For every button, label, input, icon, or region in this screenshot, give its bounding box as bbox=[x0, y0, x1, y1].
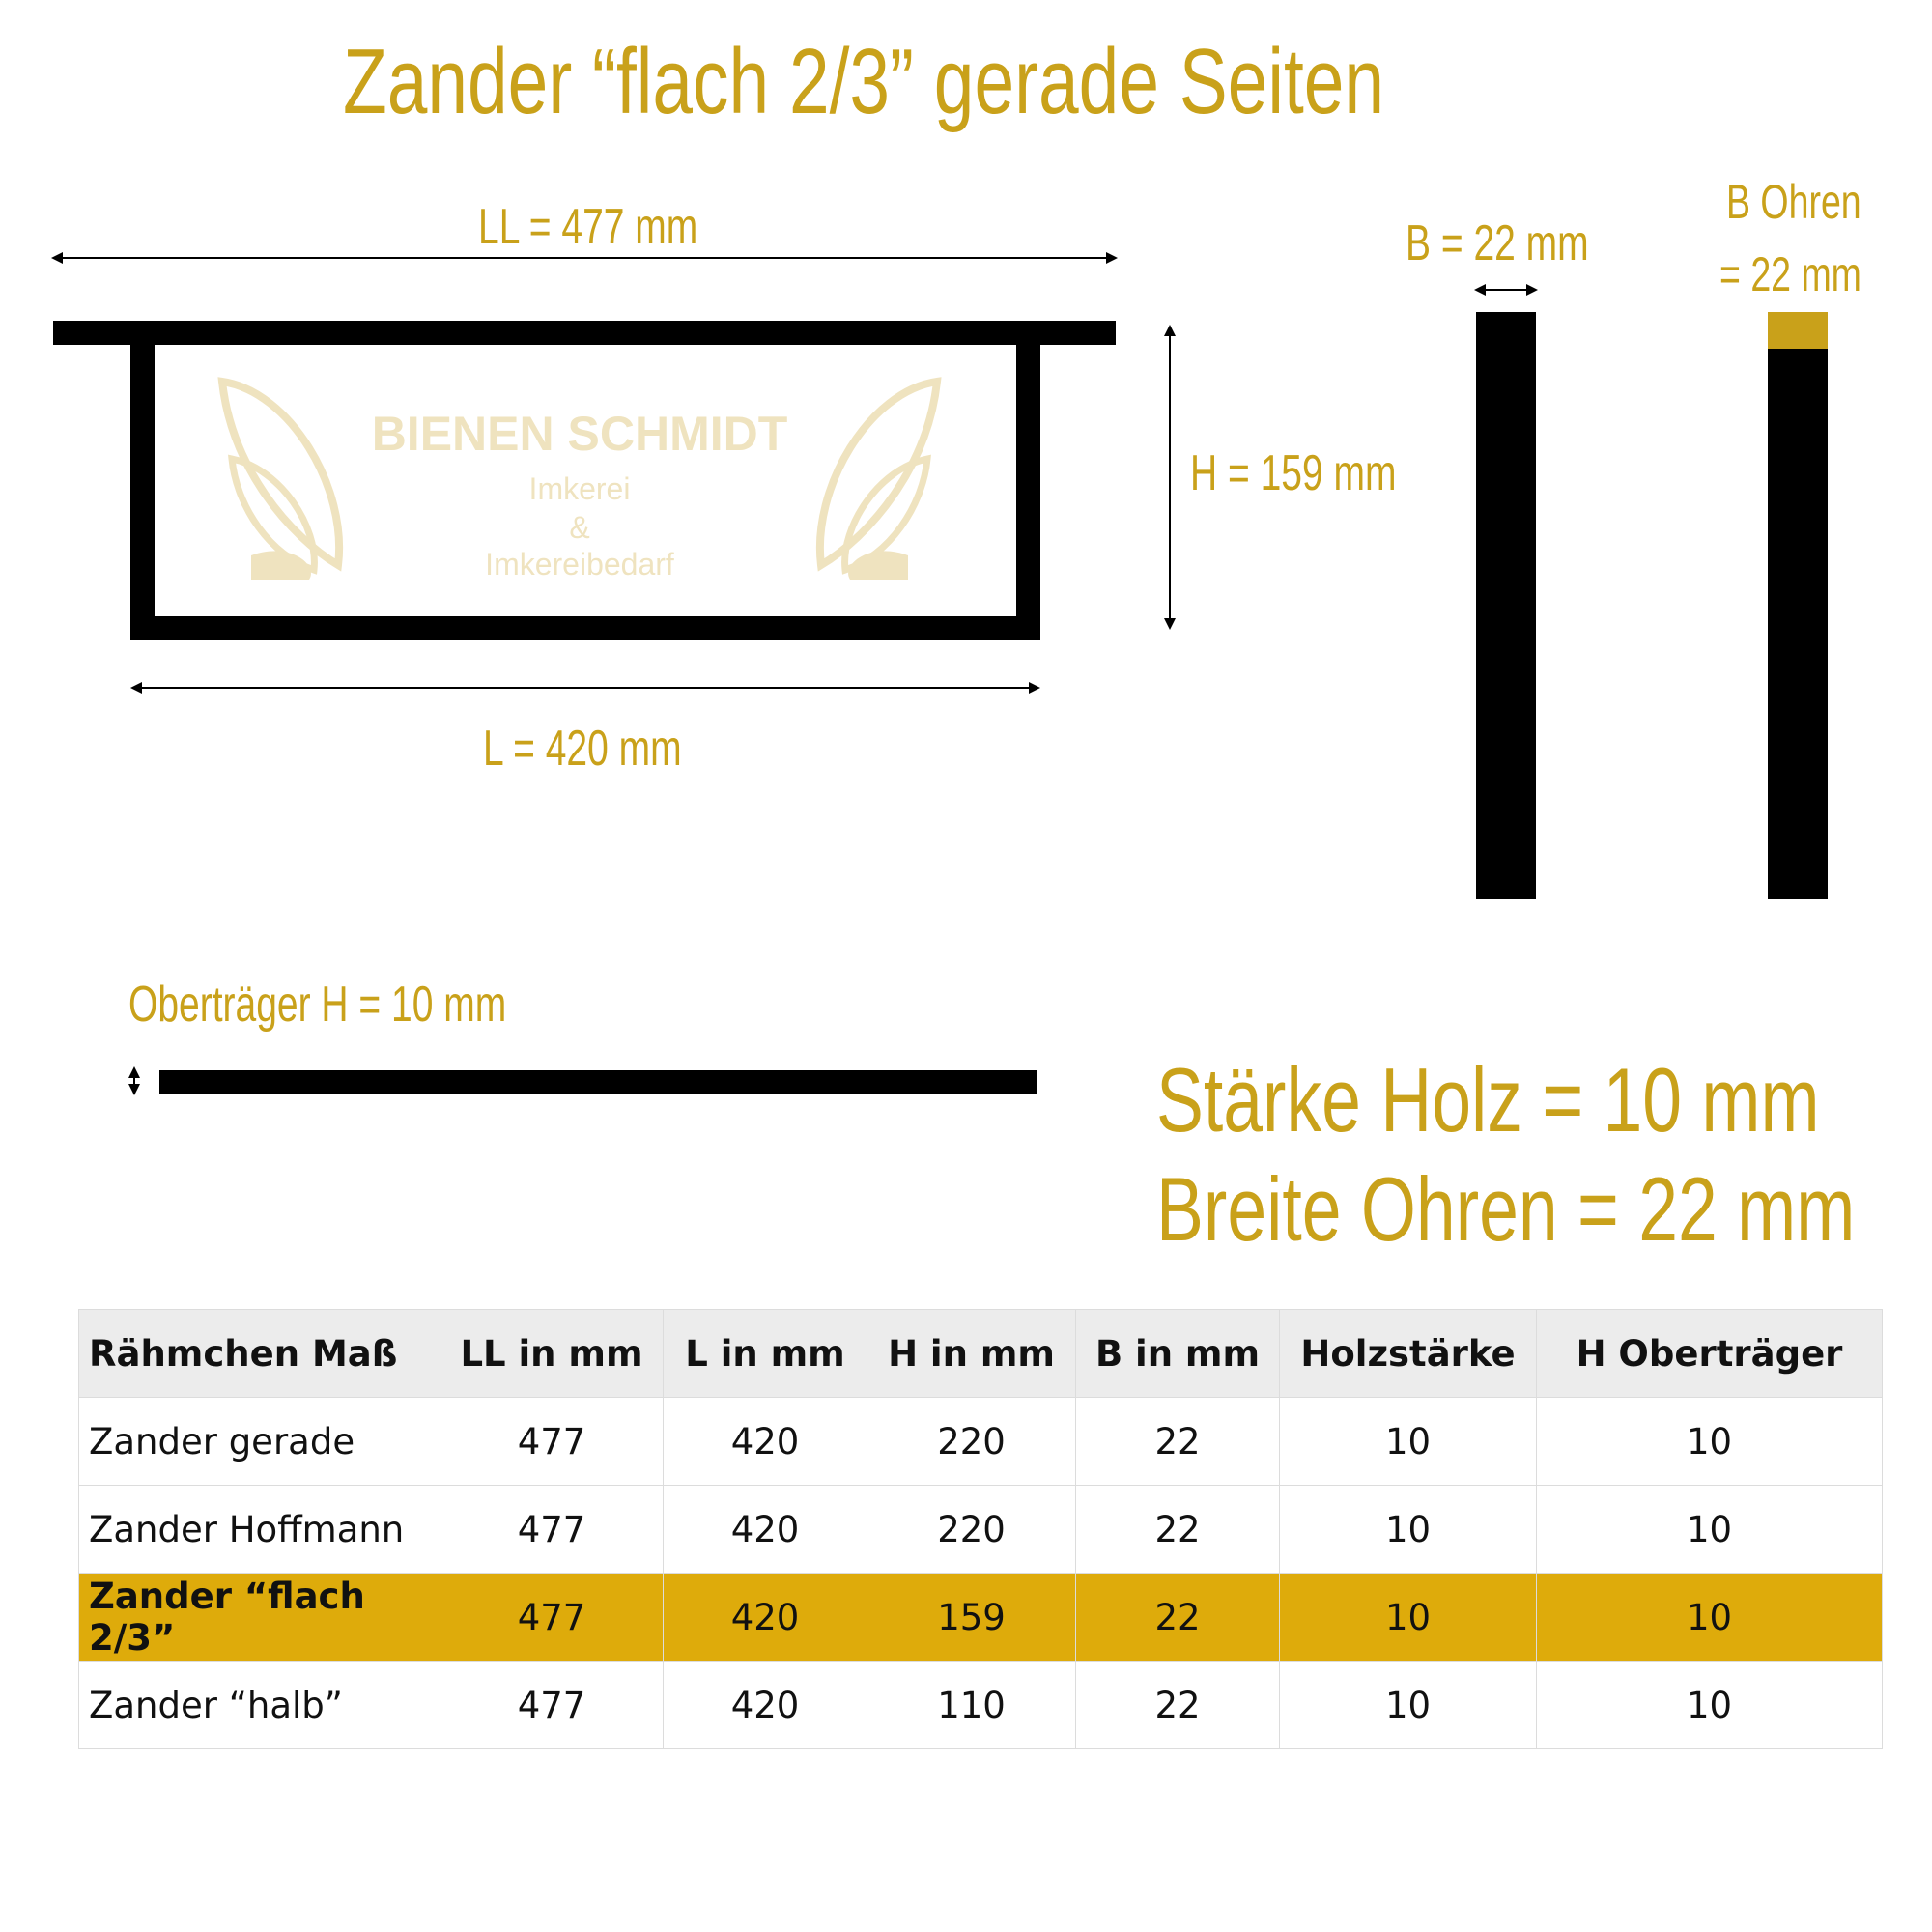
watermark-line3: Imkereibedarf bbox=[485, 547, 674, 582]
table-cell: 22 bbox=[1076, 1398, 1280, 1486]
h-label: H = 159 mm bbox=[1190, 445, 1397, 501]
watermark-line2: & bbox=[569, 510, 590, 545]
table-cell: 22 bbox=[1076, 1574, 1280, 1662]
obertraeger-bar bbox=[159, 1070, 1037, 1094]
table-cell: 10 bbox=[1280, 1398, 1537, 1486]
header-cell: Holzstärke bbox=[1280, 1310, 1537, 1398]
b-arrow bbox=[1476, 289, 1536, 291]
table-cell: 10 bbox=[1537, 1574, 1883, 1662]
table-cell: 22 bbox=[1076, 1486, 1280, 1574]
table-cell: 477 bbox=[440, 1398, 664, 1486]
table-cell: 10 bbox=[1280, 1662, 1537, 1749]
ll-arrow bbox=[53, 257, 1116, 259]
b-ohren-label-1: B Ohren bbox=[1726, 175, 1861, 229]
table-row-highlighted bbox=[79, 1574, 1883, 1662]
table-cell: Zander Hoffmann bbox=[79, 1486, 440, 1574]
l-label: L = 420 mm bbox=[483, 721, 682, 777]
watermark-line1: Imkerei bbox=[528, 471, 631, 506]
table-row bbox=[79, 1662, 1883, 1749]
b-label: B = 22 mm bbox=[1406, 215, 1589, 271]
table-cell: 420 bbox=[664, 1486, 867, 1574]
table-cell: 10 bbox=[1537, 1486, 1883, 1574]
ll-label: LL = 477 mm bbox=[478, 199, 698, 255]
l-arrow bbox=[132, 687, 1038, 689]
obertraeger-label: Oberträger H = 10 mm bbox=[128, 977, 507, 1033]
table-cell: 477 bbox=[440, 1574, 664, 1662]
b-ohren-label-2: = 22 mm bbox=[1719, 247, 1861, 301]
table-cell: Zander “flach 2/3” bbox=[79, 1574, 440, 1662]
frame-bottom-bar bbox=[130, 616, 1040, 640]
table-cell: 420 bbox=[664, 1574, 867, 1662]
header-cell: L in mm bbox=[664, 1310, 867, 1398]
table-cell: 10 bbox=[1537, 1662, 1883, 1749]
table-cell: 10 bbox=[1537, 1398, 1883, 1486]
table-row bbox=[79, 1486, 1883, 1574]
header-cell: H in mm bbox=[867, 1310, 1076, 1398]
frame-left-side bbox=[130, 343, 155, 638]
ohren-marker bbox=[1768, 312, 1828, 349]
table-cell: 110 bbox=[867, 1662, 1076, 1749]
table-cell: 420 bbox=[664, 1662, 867, 1749]
h-arrow bbox=[1169, 327, 1171, 628]
table-cell: Zander “halb” bbox=[79, 1662, 440, 1749]
watermark bbox=[193, 367, 966, 589]
table-cell: 10 bbox=[1280, 1486, 1537, 1574]
table-cell: 220 bbox=[867, 1398, 1076, 1486]
side-bar-ohren bbox=[1768, 349, 1828, 899]
table-cell: 22 bbox=[1076, 1662, 1280, 1749]
table-header-row bbox=[79, 1310, 1883, 1398]
table-cell: 220 bbox=[867, 1486, 1076, 1574]
table-cell: 159 bbox=[867, 1574, 1076, 1662]
header-cell: LL in mm bbox=[440, 1310, 664, 1398]
breite-ohren-label: Breite Ohren = 22 mm bbox=[1156, 1158, 1856, 1260]
table-cell: Zander gerade bbox=[79, 1398, 440, 1486]
table-cell: 420 bbox=[664, 1398, 867, 1486]
table-row bbox=[79, 1398, 1883, 1486]
obertraeger-arrow bbox=[133, 1068, 135, 1094]
dimensions-table bbox=[78, 1309, 1883, 1749]
header-cell: Rähmchen Maß bbox=[79, 1310, 440, 1398]
table-cell: 10 bbox=[1280, 1574, 1537, 1662]
staerke-holz-label: Stärke Holz = 10 mm bbox=[1156, 1049, 1820, 1151]
table-cell: 477 bbox=[440, 1662, 664, 1749]
page-title: Zander “flach 2/3” gerade Seiten bbox=[343, 30, 1385, 133]
table-cell: 477 bbox=[440, 1486, 664, 1574]
header-cell: B in mm bbox=[1076, 1310, 1280, 1398]
frame-right-side bbox=[1016, 343, 1040, 638]
side-bar-b bbox=[1476, 312, 1536, 899]
top-bar bbox=[53, 321, 1116, 345]
watermark-brand: BIENEN SCHMIDT bbox=[371, 407, 788, 461]
header-cell: H Oberträger bbox=[1537, 1310, 1883, 1398]
